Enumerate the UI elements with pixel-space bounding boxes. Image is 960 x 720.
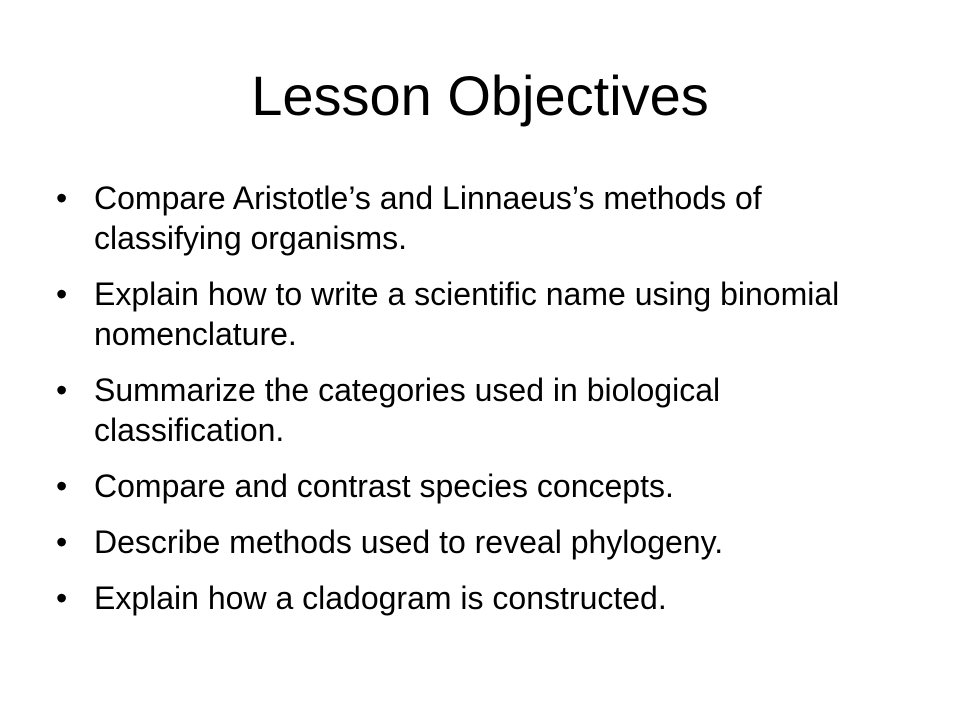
objective-text: Summarize the categories used in biological classification. (94, 372, 721, 448)
bullet-icon: • (56, 180, 68, 216)
bullet-icon: • (56, 580, 68, 616)
list-item (56, 370, 886, 450)
objective-text: Explain how a cladogram is constructed. (94, 580, 667, 616)
list-item (56, 522, 886, 562)
objective-text: Describe methods used to reveal phylogeny. (94, 524, 724, 560)
slide-title: Lesson Objectives (251, 64, 709, 127)
bullet-icon: • (56, 524, 68, 560)
list-item (56, 578, 886, 618)
list-item (56, 466, 886, 506)
bullet-icon: • (56, 468, 68, 504)
list-item (56, 274, 886, 354)
objective-text: Explain how to write a scientific name using binomial nomenclature. (94, 276, 840, 352)
objectives-list (56, 178, 886, 634)
bullet-icon: • (56, 372, 68, 408)
list-item (56, 178, 886, 258)
objective-text: Compare and contrast species concepts. (94, 468, 674, 504)
objective-text: Compare Aristotle’s and Linnaeus’s methods of classifying organisms. (94, 180, 762, 256)
bullet-icon: • (56, 276, 68, 312)
